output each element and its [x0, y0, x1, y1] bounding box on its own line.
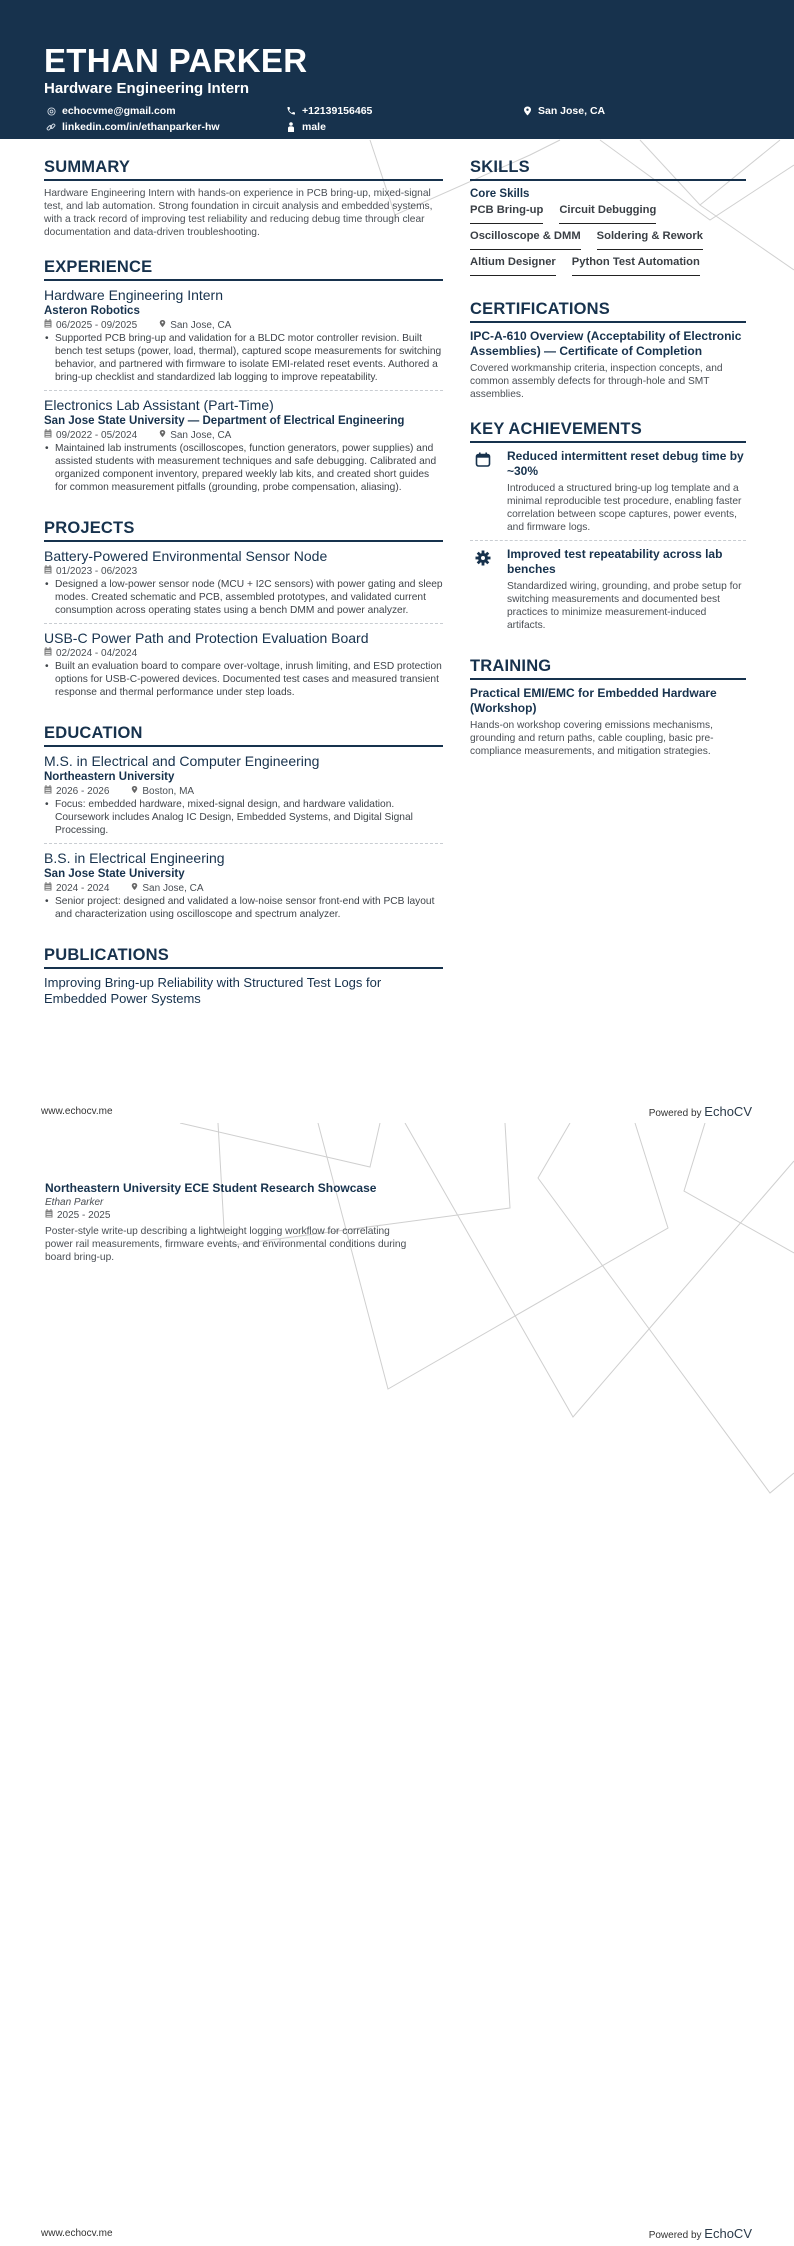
experience-entry — [44, 287, 443, 391]
brand-name: EchoCV — [704, 2226, 752, 2241]
brand-name: EchoCV — [704, 1104, 752, 1119]
calendar-icon — [44, 647, 52, 660]
skill-tag: Python Test Automation — [572, 255, 700, 276]
calendar-icon — [45, 1209, 53, 1222]
section-title: SKILLS — [470, 157, 746, 181]
presentation-title: Northeastern University ECE Student Research Showcase — [45, 1181, 377, 1195]
calendar-icon — [44, 319, 52, 332]
entry-dates: 02/2024 - 04/2024 — [56, 648, 138, 659]
powered-by-text: Powered by — [648, 2230, 705, 2241]
map-pin-icon — [131, 785, 138, 798]
entry-dates: 06/2025 - 09/2025 — [56, 320, 138, 331]
education-entry — [44, 850, 443, 927]
skills-section — [470, 157, 746, 281]
footer-powered-by — [649, 2226, 752, 2241]
projects-section — [44, 518, 443, 705]
presentation-author: Ethan Parker — [45, 1197, 104, 1208]
section-title: KEY ACHIEVEMENTS — [470, 419, 746, 443]
entry-meta — [44, 319, 443, 332]
project-entry — [44, 630, 443, 705]
section-title: TRAINING — [470, 656, 746, 680]
training-description: Hands-on workshop covering emissions mechanisms, grounding and return paths, cable coupling, basic pre-compliance measurements, and mitigation strategies. — [470, 720, 714, 757]
resume-header — [0, 0, 794, 139]
skill-tag: Oscilloscope & DMM — [470, 229, 581, 250]
at-icon — [46, 106, 56, 116]
skills-list — [470, 203, 746, 281]
company-name: San Jose State University — Department of Electrical Engineering — [44, 415, 405, 427]
achievement-item — [470, 449, 746, 541]
achievement-description: Introduced a structured bring-up log template and a minimal reproducible test procedure, enabling faster correlation between scope captures, power events, and firmware logs. — [507, 483, 742, 533]
job-title: Hardware Engineering Intern — [44, 287, 223, 303]
entry-meta — [44, 565, 443, 578]
summary-section — [44, 157, 443, 239]
entry-meta — [45, 1209, 420, 1222]
map-pin-icon — [522, 106, 532, 116]
skill-tag: Soldering & Rework — [597, 229, 703, 250]
project-entry — [44, 548, 443, 624]
map-pin-icon — [159, 319, 166, 332]
section-title: EXPERIENCE — [44, 257, 443, 281]
achievement-body — [507, 449, 746, 534]
entry-location: San Jose, CA — [170, 430, 232, 441]
candidate-name: ETHAN PARKER — [44, 42, 308, 79]
resume-page-2 — [0, 1123, 794, 2246]
presentations-section — [0, 1123, 420, 1264]
school-name: Northeastern University — [44, 771, 175, 783]
section-title: EDUCATION — [44, 723, 443, 747]
certification-name: IPC-A-610 Overview (Acceptability of Electronic Assemblies) — Certificate of Completion — [470, 329, 742, 358]
entry-meta — [44, 647, 443, 660]
education-entry — [44, 753, 443, 844]
entry-dates: 01/2023 - 06/2023 — [56, 566, 138, 577]
job-title: Electronics Lab Assistant (Part-Time) — [44, 397, 274, 413]
footer-site-link[interactable]: www.echocv.me — [41, 1106, 113, 1117]
section-title: SUMMARY — [44, 157, 443, 181]
experience-section — [44, 257, 443, 500]
gender-text: male — [302, 121, 326, 133]
contact-phone[interactable] — [286, 105, 372, 117]
achievement-title: Reduced intermittent reset debug time by ~30% — [507, 449, 744, 478]
achievement-item — [470, 547, 746, 638]
location-text: San Jose, CA — [538, 105, 606, 117]
skill-tag: PCB Bring-up — [470, 203, 543, 224]
entry-meta — [44, 882, 443, 895]
training-name: Practical EMI/EMC for Embedded Hardware (Workshop) — [470, 686, 717, 715]
achievement-body — [507, 547, 746, 632]
achievement-title: Improved test repeatability across lab benches — [507, 547, 723, 576]
experience-entry — [44, 397, 443, 500]
phone-icon — [286, 106, 296, 116]
entry-bullet: • Maintained lab instruments (oscilloscopes, function generators, power supplies) and assisted students with measurement techniques and safe debugging. Calibrated and organized component inventory, prepared weekly lab kits, and created short guides for common measurement pitfalls (grounding, probe compensation, aliasing). — [44, 442, 443, 494]
calendar-icon — [44, 565, 52, 578]
powered-by-text: Powered by — [648, 1108, 705, 1119]
page-footer — [0, 1102, 794, 1122]
linkedin-text: linkedin.com/in/ethanparker-hw — [62, 121, 220, 133]
entry-location: Boston, MA — [142, 786, 195, 797]
skill-group-label: Core Skills — [470, 188, 530, 200]
resume-body — [0, 139, 794, 1025]
achievement-description: Standardized wiring, grounding, and probe setup for switching measurements and documented best practices to minimize measurement-induced artifacts. — [507, 581, 742, 631]
training-section — [470, 656, 746, 758]
calendar-icon — [470, 449, 507, 534]
skill-tag: Circuit Debugging — [559, 203, 656, 224]
contact-location — [522, 105, 605, 117]
entry-bullet: • Senior project: designed and validated a low-noise sensor front-end with PCB layout and characterization using oscilloscope and spectrum analyzer. — [44, 895, 443, 921]
link-icon — [46, 122, 56, 132]
certifications-section — [470, 299, 746, 401]
phone-text: +12139156465 — [302, 105, 373, 117]
entry-bullet: • Supported PCB bring-up and validation for a BLDC motor controller revision. Built bench test setups (power, load, thermal), captured scope measurements for switching behavior, and partnered with firmware to isolate EMI-related reset events. Authored a bring-up checklist and standardized lab logging to improve repeatability. — [44, 332, 443, 384]
decorative-lines — [0, 1123, 794, 2246]
section-title: PUBLICATIONS — [44, 945, 443, 969]
entry-meta — [44, 785, 443, 798]
right-column — [470, 157, 746, 1025]
summary-text: Hardware Engineering Intern with hands-on experience in PCB bring-up, mixed-signal test, and lab automation. Strong foundation in circuit analysis and embedded systems, with a track record of improving test reliability and reducing debug time through clear documentation and data-driven troubleshooting. — [44, 188, 433, 238]
entry-bullet: • Designed a low-power sensor node (MCU + I2C sensors) with power gating and sleep modes. Created schematic and PCB, assembled prototypes, and validated current consumption across operating states using a bench DMM and power analyzer. — [44, 578, 443, 617]
project-name: USB-C Power Path and Protection Evaluation Board — [44, 630, 369, 646]
skill-tag: Altium Designer — [470, 255, 556, 276]
contact-email[interactable] — [46, 105, 176, 117]
left-column — [44, 157, 443, 1025]
gear-icon — [470, 547, 507, 632]
calendar-icon — [44, 429, 52, 442]
achievements-section — [470, 419, 746, 638]
entry-dates: 2025 - 2025 — [57, 1210, 111, 1221]
presentation-description: Poster-style write-up describing a lightweight logging workflow for correlating power rail measurements, firmware events, and environmental conditions during board bring-up. — [45, 1226, 407, 1263]
section-title: CERTIFICATIONS — [470, 299, 746, 323]
contact-info — [44, 103, 794, 137]
footer-site-link[interactable]: www.echocv.me — [41, 2228, 113, 2239]
company-name: Asteron Robotics — [44, 305, 140, 317]
entry-bullet: • Focus: embedded hardware, mixed-signal design, and hardware validation. Coursework includes Analog IC Design, Embedded Systems, and Digital Signal Processing. — [44, 798, 443, 837]
candidate-role: Hardware Engineering Intern — [44, 80, 250, 97]
publication-title: Improving Bring-up Reliability with Structured Test Logs for Embedded Power Systems — [44, 975, 382, 1006]
degree-name: M.S. in Electrical and Computer Engineering — [44, 753, 320, 769]
school-name: San Jose State University — [44, 868, 185, 880]
contact-linkedin[interactable] — [46, 121, 220, 133]
certification-description: Covered workmanship criteria, inspection concepts, and common assembly defects for through-hole and SMT assemblies. — [470, 363, 723, 400]
map-pin-icon — [131, 882, 138, 895]
map-pin-icon — [159, 429, 166, 442]
entry-bullet: • Built an evaluation board to compare over-voltage, inrush limiting, and ESD protection options for USB-C-powered devices. Documented test cases and measured transient response and thermal performance under step loads. — [44, 660, 443, 699]
contact-gender — [286, 121, 326, 133]
entry-location: San Jose, CA — [142, 883, 204, 894]
entry-dates: 09/2022 - 05/2024 — [56, 430, 138, 441]
entry-dates: 2026 - 2026 — [56, 786, 110, 797]
entry-meta — [44, 429, 443, 442]
calendar-icon — [44, 785, 52, 798]
publications-section — [44, 945, 443, 1007]
calendar-icon — [44, 882, 52, 895]
section-title: PROJECTS — [44, 518, 443, 542]
degree-name: B.S. in Electrical Engineering — [44, 850, 225, 866]
entry-dates: 2024 - 2024 — [56, 883, 110, 894]
footer-powered-by — [649, 1104, 752, 1119]
education-section — [44, 723, 443, 927]
email-text: echocvme@gmail.com — [62, 105, 176, 117]
person-icon — [286, 122, 296, 132]
entry-location: San Jose, CA — [170, 320, 232, 331]
page-footer — [0, 2224, 794, 2244]
project-name: Battery-Powered Environmental Sensor Node — [44, 548, 328, 564]
